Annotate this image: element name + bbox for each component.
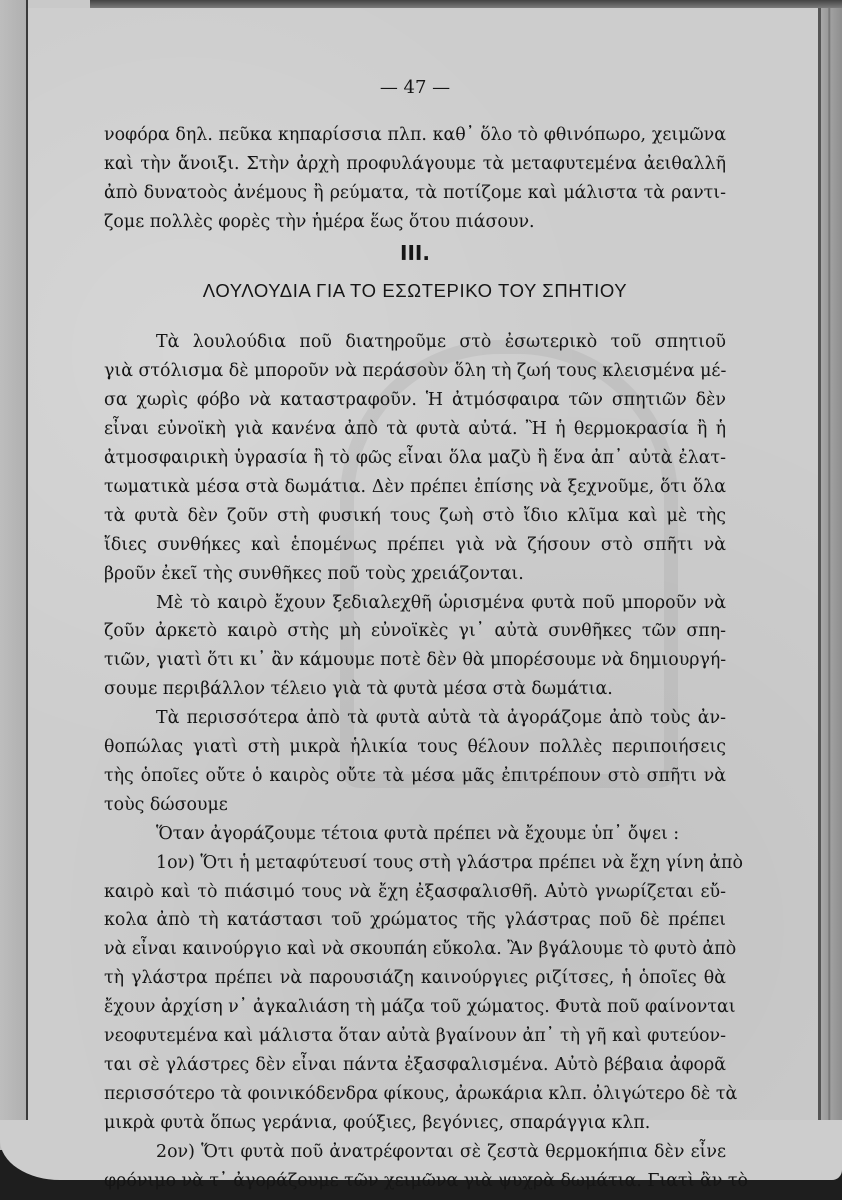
- text-line: τωματικὰ μέσα στὰ δωμάτια. Δὲν πρέπει ἐπίσης νὰ ξεχνοῦμε, ὅτι ὅλα: [104, 476, 726, 497]
- text-line: ἀτμοσφαιρικὴ ὑγρασία ἢ τὸ φῶς εἶναι ὅλα μαζὺ ἢ ἕνα ἀπ᾽ αὐτὰ ἐλατ-: [104, 447, 726, 468]
- page-stack-edge: [818, 8, 842, 1200]
- paragraph-2: [104, 589, 726, 705]
- text-line: βροῦν ἐκεῖ τὴς συνθῆκες ποῦ τοὺς χρειάζονται.: [104, 563, 524, 584]
- text-line: σουμε περιβάλλον τέλειο γιὰ τὰ φυτὰ μέσα στὰ δωμάτια.: [104, 679, 613, 700]
- text-line: 2ον) Ὅτι φυτὰ ποῦ ἀνατρέφονται σὲ ζεστὰ θερμοκήπια δὲν εἶνε: [156, 1141, 726, 1162]
- text-line: Μὲ τὸ καιρὸ ἔχουν ξεδιαλεχθῆ ὡρισμένα φυτὰ ποῦ μποροῦν νὰ: [156, 592, 726, 613]
- text-line: μικρὰ φυτὰ ὅπως γεράνια, φούξιες, βεγόνιες, σπαράγγια κλπ.: [104, 1112, 651, 1133]
- text-line: ζομε πολλὲς φορὲς τὴν ἡμέρα ἕως ὅτου πιάσουν.: [104, 211, 535, 232]
- intro-paragraph: [104, 121, 726, 237]
- text-line: 1ον) Ὅτι ἡ μεταφύτευσί τους στὴ γλάστρα πρέπει νὰ ἔχη γίνη ἀπὸ: [156, 852, 743, 873]
- text-line: φρόνιμο νὰ τ᾽ ἀγοράζουμε τῶν χειμῶνα γιὰ ψυχρὰ δωμάτια. Γιατὶ ἂν τὸ: [104, 1170, 748, 1191]
- text-line: νεοφυτεμένα καὶ μάλιστα ὅταν αὐτὰ βγαίνουν ἀπ᾽ τὴ γῆ καὶ φυτεύον-: [104, 1026, 726, 1047]
- paragraph-1: [104, 328, 726, 588]
- facing-page-edge: [0, 0, 28, 1150]
- text-line: καὶ τὴν ἄνοιξι. Στὴν ἀρχὴ προφυλάγουμε τὰ μεταφυτεμένα ἀειθαλλῆ: [104, 153, 726, 174]
- text-line: Ὅταν ἀγοράζουμε τέτοια φυτὰ πρέπει νὰ ἔχουμε ὑπ᾽ ὄψει :: [156, 823, 680, 844]
- section-title: ΛΟΥΛΟΥΔΙΑ ΓΙΑ ΤΟ ΕΣΩΤΕΡΙΚΟ ΤΟΥ ΣΠΗΤΙΟΥ: [202, 280, 628, 302]
- text-line: περισσότερο τὰ φοινικόδενδρα φίκους, ἀρωκάρια κλπ. ὀλιγώτερο δὲ τὰ: [104, 1083, 738, 1104]
- text-line: κολα ἀπὸ τὴ κατάστασι τοῦ χρώματος τῆς γλάστρας ποῦ δὲ πρέπει: [104, 910, 726, 931]
- text-line: τὴ γλάστρα πρέπει νὰ παρουσιάζη καινούργιες ριζίτσες, ἡ ὁποῖες θὰ: [104, 968, 726, 989]
- text-line: ται σὲ γλάστρες δὲν εἶναι πάντα ἐξασφαλισμένα. Αὐτὸ βέβαια ἀφορᾶ: [104, 1055, 726, 1075]
- paragraph-3: [104, 704, 726, 820]
- text-line: σα χωρὶς φόβο νὰ καταστραφοῦν. Ἡ ἀτμόσφαιρα τῶν σπητιῶν δὲν: [104, 390, 726, 411]
- paragraph-4: [104, 820, 726, 849]
- text-line: τὴς ὁποῖες οὔτε ὁ καιρὸς οὔτε τὰ μέσα μᾶς ἐπιτρέπουν στὸ σπῆτι νὰ: [104, 765, 726, 786]
- text-line: θοπώλας γιατὶ στὴ μικρὰ ἡλικία τους θέλουν πολλὲς περιποιήσεις: [104, 737, 726, 758]
- page-text: [104, 77, 748, 1196]
- text-line: εἶναι εὐνοϊκὴ γιὰ κανένα ἀπὸ τὰ φυτὰ αὐτά. Ἢ ἡ θερμοκρασία ἢ ἡ: [104, 419, 726, 440]
- text-line: νοφόρα δηλ. πεῦκα κηπαρίσσια πλπ. καθ᾽ ὅλο τὸ φθινόπωρο, χειμῶνα: [104, 124, 726, 145]
- text-line: καιρὸ καὶ τὸ πιάσιμό τους νὰ ἔχη ἐξασφαλισθῆ. Αὐτὸ γνωρίζεται εὔ-: [104, 881, 726, 902]
- text-line: τοὺς δώσουμε: [104, 794, 228, 815]
- page-number: — 47 —: [379, 77, 451, 98]
- text-line: τιῶν, γιατὶ ὅτι κι᾽ ἂν κάμουμε ποτὲ δὲν θὰ μπορέσουμε νὰ δημιουργή-: [104, 650, 727, 671]
- text-line: ἔχουν ἀρχίση ν᾽ ἀγκαλιάση τὴ μάζα τοῦ χώματος. Φυτὰ ποῦ φαίνονται: [104, 997, 736, 1018]
- text-line: Τὰ περισσότερα ἀπὸ τὰ φυτὰ αὐτὰ τὰ ἀγοράζομε ἀπὸ τοὺς ἀν-: [156, 708, 726, 729]
- section-number: ΙΙΙ.: [400, 240, 430, 265]
- text-line: ἀπὸ δυνατοὸς ἀνέμους ἢ ρεύματα, τὰ ποτίζομε καὶ μάλιστα τὰ ραντι-: [104, 182, 726, 203]
- text-line: γιὰ στόλισμα δὲ μποροῦν νὰ περάσοὺν ὅλη τὴ ζωή τους κλεισμένα μέ-: [104, 361, 727, 382]
- text-line: ζοῦν ἀρκετὸ καιρὸ στὴς μὴ εὐνοϊκὲς γι᾽ αὐτὰ συνθῆκες τῶν σπη-: [104, 621, 726, 642]
- text-line: Τὰ λουλούδια ποῦ διατηροῦμε στὸ ἐσωτερικὸ τοῦ σπητιοῦ: [156, 332, 726, 353]
- text-line: νὰ εἶναι καινούργιο καὶ νὰ σκουπάη εὔκολα. Ἂν βγάλουμε τὸ φυτὸ ἀπὸ: [104, 939, 737, 960]
- paragraph-item-1: [104, 849, 743, 1138]
- text-line: τὰ φυτὰ δὲν ζοῦν στὴ φυσική τους ζωὴ στὸ ἴδιο κλῖμα καὶ μὲ τὴς: [104, 505, 726, 526]
- paragraph-item-2: [104, 1138, 748, 1196]
- text-line: ἴδιες συνθήκες καὶ ἑπομένως πρέπει γιὰ νὰ ζήσουν στὸ σπῆτι νὰ: [104, 534, 726, 555]
